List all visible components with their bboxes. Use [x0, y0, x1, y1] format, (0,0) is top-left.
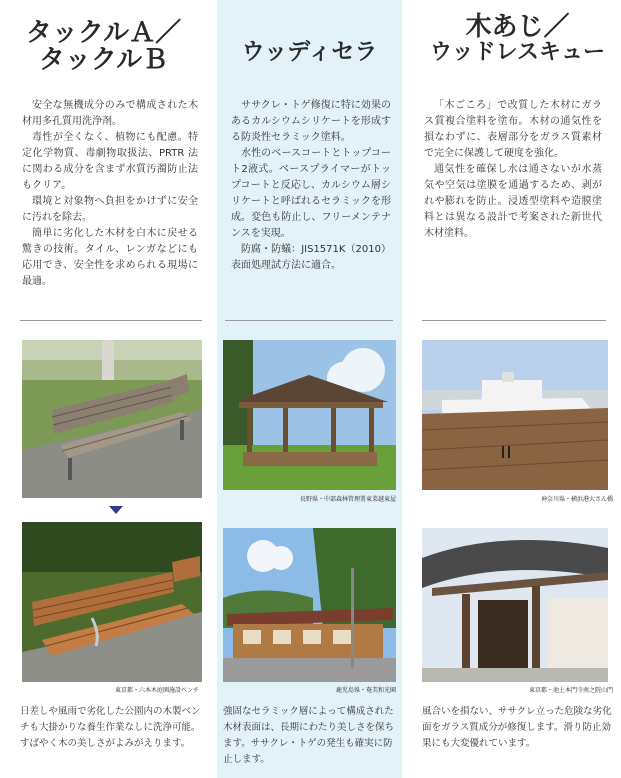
tackle-title	[0, 20, 207, 75]
woodycera-bottom-text: 強固なセラミック層によって構成された木材表面は、長期にわたり美しさを保ちます。ササクレ・トゲの発生も確実に防止します。	[223, 706, 395, 765]
amami-building-photo	[223, 528, 396, 682]
tackle-description	[22, 98, 198, 290]
woodycera-paragraph: 防腐・防蟻：JIS1571K（2010）表面処理試方法に適合。	[231, 244, 391, 271]
woodycera-paragraph: ササクレ・トゲ修復に特に効果のあるカルシウムシリケートを形成する防炎性セラミック塗料。	[231, 100, 391, 143]
divider	[225, 320, 393, 321]
tackle-paragraph: 環境と対象物へ負担をかけずに安全に汚れを除去。	[22, 196, 198, 223]
column-woodycera	[217, 0, 402, 778]
woodycera-description	[231, 98, 391, 274]
woodycera-paragraph: 水性のベースコートとトップコート2液式。ベースプライマーがトップコートと反応し、カルシウム層シリケートと呼ばれるセラミックを形成。変色も防止し、フリーメンテナンスを実現。	[231, 148, 391, 239]
bench-caption: 東京都・六本木庭園施設ベンチ	[114, 687, 199, 694]
kiaji-title-line2: ウッドレスキュー	[430, 40, 605, 66]
tackle-title-line1: タックルＡ／	[25, 18, 182, 48]
tackle-paragraph: 毒性が全くなく、植物にも配慮。特定化学物質、毒劇物取扱法、PRTR 法に関わる成分を含まず水質汚濁防止法もクリア。	[22, 132, 198, 191]
amami-caption: 鹿児島県・奄美和光園	[335, 687, 396, 694]
divider	[422, 320, 606, 321]
kiaji-description	[424, 98, 602, 242]
woodycera-title: ウッディセラ	[241, 39, 378, 65]
gazebo-photo	[223, 340, 396, 490]
before-after-arrow-icon	[109, 506, 123, 514]
kiaji-title-line1: 木あじ／	[465, 12, 570, 42]
yokohama-pier-photo	[422, 340, 608, 490]
kiaji-paragraph: 通気性を確保し水は通さないが水蒸気や空気は塗膜を通過するため、剥がれや膨れを防止。浸透型塗料や造膜塗料とは異なる設計で考案された新世代木材塗料。	[424, 164, 602, 239]
column-tackle	[0, 0, 207, 778]
divider	[20, 320, 202, 321]
pier-caption: 神奈川県・横浜港大さん橋	[540, 496, 613, 503]
kiaji-title	[414, 14, 621, 64]
tackle-paragraph: 安全な無機成分のみで構成された木材用多孔質用洗浄剤。	[22, 100, 198, 127]
gate-caption: 東京都・池上本門寺南之院山門	[528, 687, 613, 694]
temple-gate-photo	[422, 528, 608, 682]
tackle-bottom-text: 日差しや風雨で劣化した公園内の木製ベンチも大掛かりな養生作業なしに洗浄可能。すばやく木の美しさがよみがえります。	[20, 706, 201, 749]
tackle-title-line2: タックルＢ	[38, 45, 169, 76]
gazebo-caption: 長野県・中部森林管理署東菜越東屋	[299, 496, 396, 503]
tackle-paragraph: 簡単に劣化した木材を白木に戻せる驚きの技術。タイル、レンガなどにも応用でき、安全性を求められる現場に最適。	[22, 228, 198, 287]
bench-after-photo	[22, 522, 202, 682]
kiaji-bottom-text: 風合いを損ない、ササクレ立った危険な劣化面をガラス質成分が修復します。滑り防止効果にも大変優れています。	[422, 706, 612, 749]
kiaji-paragraph: 「木ごころ」で改質した木材にガラス質複合塗料を塗布。木材の通気性を損なわずに、表層部分をガラス質素材で完全に保護して硬度を強化。	[424, 100, 602, 159]
bench-before-photo	[22, 340, 202, 498]
column-kiaji	[414, 0, 621, 778]
